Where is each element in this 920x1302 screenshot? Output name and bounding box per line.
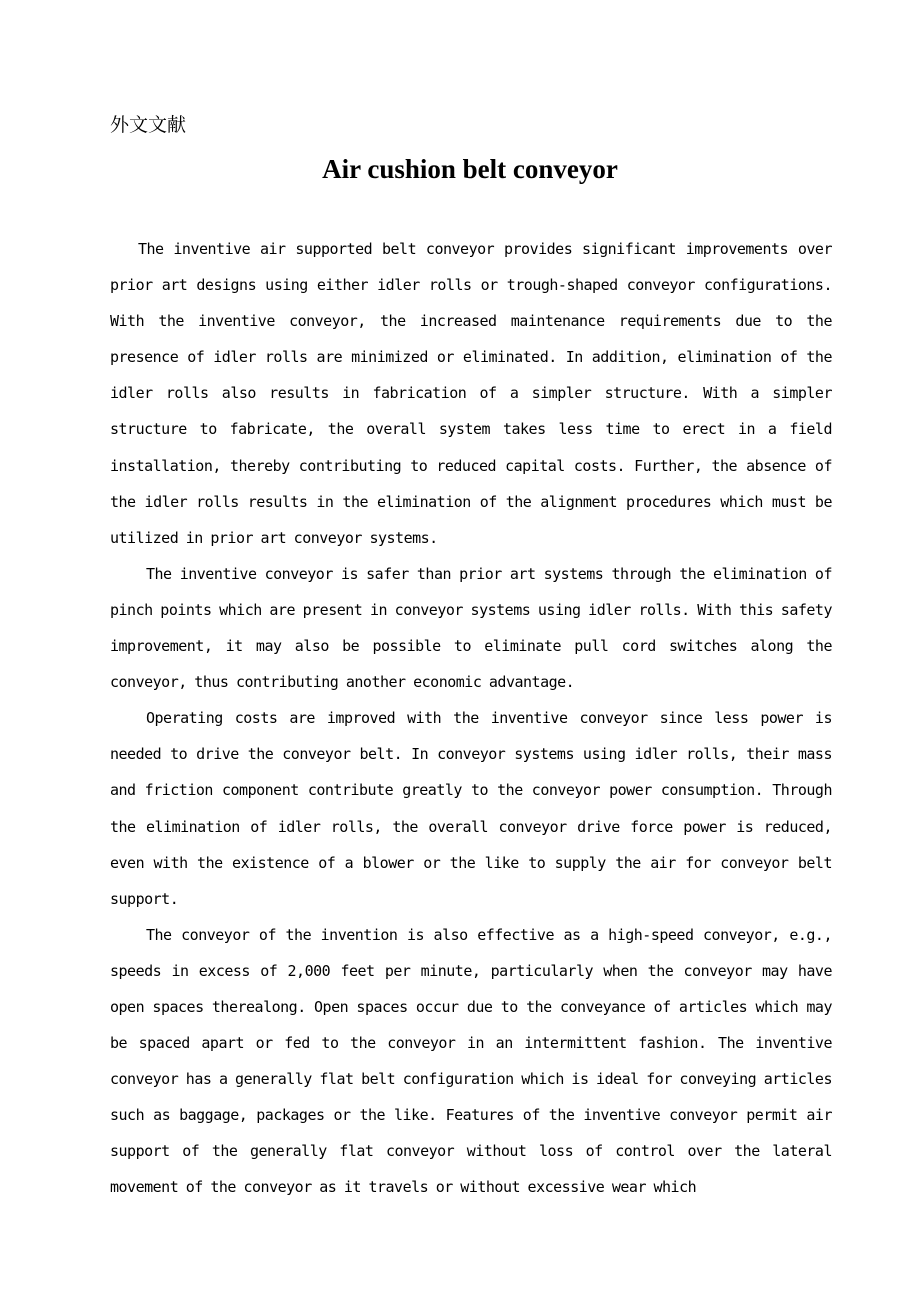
document-title: Air cushion belt conveyor	[322, 154, 618, 184]
paragraph: The inventive conveyor is safer than prior art systems through the elimination of pinch points which are present in conveyor systems using idler rolls. With this safety improvement, it may also be possible to eliminate pull cord switches along the conveyor, thus contributing another economic advantage.	[110, 564, 832, 692]
section-label: 外文文献	[110, 114, 187, 136]
document-body	[110, 231, 832, 1206]
paragraph: The inventive air supported belt conveyor provides significant improvements over prior art designs using either idler rolls or trough-shaped conveyor configurations. With the inventive conveyor, the increased maintenance requirements due to the presence of idler rolls are minimized or eliminated. In addition, elimination of the idler rolls also results in fabrication of a simpler structure. With a simpler structure to fabricate, the overall system takes less time to erect in a field installation, thereby contributing to reduced capital costs. Further, the absence of the idler rolls results in the elimination of the alignment procedures which must be utilized in prior art conveyor systems.	[110, 240, 832, 547]
paragraph: Operating costs are improved with the inventive conveyor since less power is needed to drive the conveyor belt. In conveyor systems using idler rolls, their mass and friction component contribute greatly to the conveyor power consumption. Through the elimination of idler rolls, the overall conveyor drive force power is reduced, even with the existence of a blower or the like to supply the air for conveyor belt support.	[110, 709, 832, 908]
paragraph: The conveyor of the invention is also effective as a high-speed conveyor, e.g., speeds in excess of 2,000 feet per minute, particularly when the conveyor may have open spaces therealong. Open spaces occur due to the conveyance of articles which may be spaced apart or fed to the conveyor in an intermittent fashion. The inventive conveyor has a generally flat belt configuration which is ideal for conveying articles such as baggage, packages or the like. Features of the inventive conveyor permit air support of the generally flat conveyor without loss of control over the lateral movement of the conveyor as it travels or without excessive wear which	[110, 925, 832, 1197]
